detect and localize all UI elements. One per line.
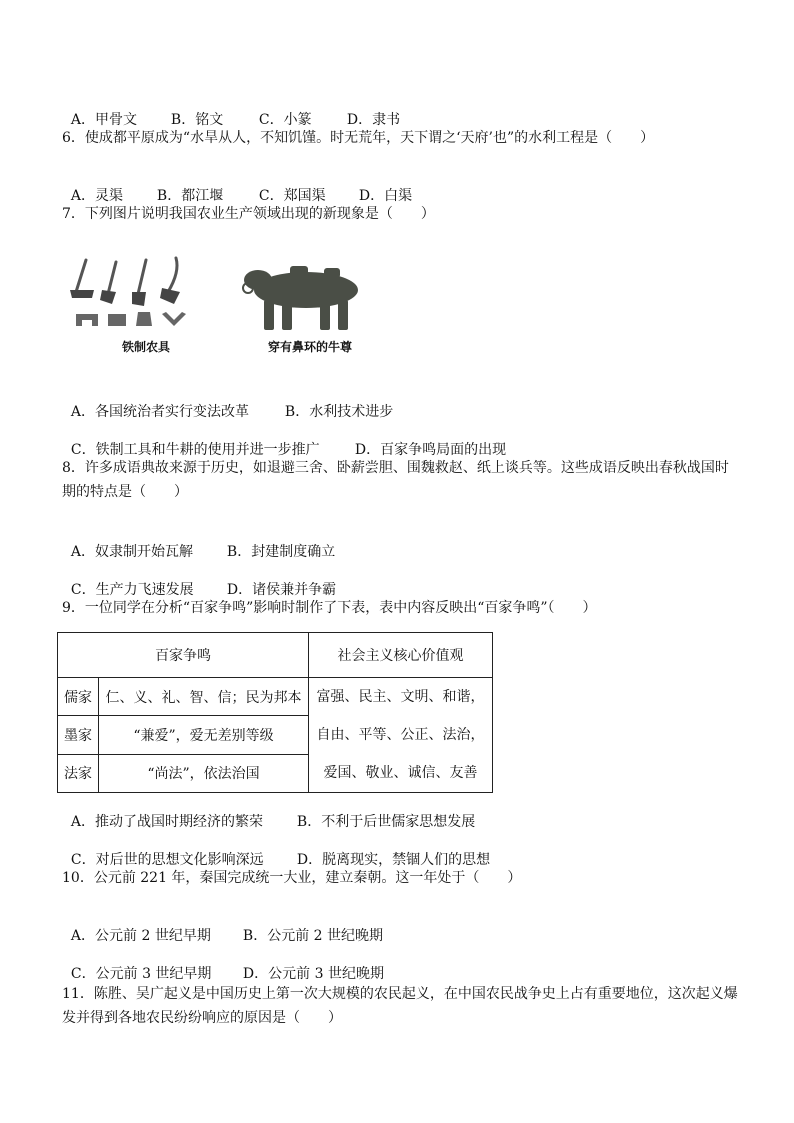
q6-option-b: B．都江堰 [156, 188, 224, 204]
q10-option-c: C．公元前 3 世纪早期 [70, 966, 212, 982]
q8-stem-line1: 8．许多成语典故来源于历史，如退避三舍、卧薪尝胆、围魏救赵、纸上谈兵等。这些成语反映出春秋战国时 [62, 460, 729, 476]
q7-option-d: D．百家争鸣局面的出现 [354, 442, 507, 458]
q10-options-row1 [62, 906, 383, 946]
school-name: 法家 [58, 754, 99, 792]
q5-option-c: C．小篆 [258, 112, 312, 128]
q10-options-row2 [62, 944, 384, 984]
school-content: 仁、义、礼、智、信；民为邦本 [99, 678, 309, 716]
q9-comparison-table [57, 632, 493, 793]
q9-stem: 9．一位同学在分析“百家争鸣”影响时制作了下表，表中内容反映出“百家争鸣”（ ） [62, 600, 597, 616]
q8-options-row1 [62, 522, 335, 562]
q10-option-d: D．公元前 3 世纪晚期 [242, 966, 384, 982]
q6-option-c: C．郑国渠 [258, 188, 326, 204]
school-content: “尚法”，依法治国 [99, 754, 309, 792]
q7-caption-ox: 穿有鼻环的牛尊 [268, 340, 353, 354]
school-name: 儒家 [58, 678, 99, 716]
q9-option-d: D．脱离现实，禁锢人们的思想 [296, 852, 491, 868]
q6-option-a: A．灵渠 [70, 188, 124, 204]
q9-option-a: A．推动了战国时期经济的繁荣 [70, 814, 264, 830]
q7-figure [68, 252, 388, 362]
q7-option-c: C．铁制工具和牛耕的使用并进一步推广 [70, 442, 320, 458]
q10-option-b: B．公元前 2 世纪晚期 [242, 928, 384, 944]
q5-options [62, 90, 400, 130]
table-header-right: 社会主义核心价值观 [309, 633, 493, 678]
q8-option-c: C．生产力飞速发展 [70, 582, 194, 598]
q6-option-d: D．白渠 [358, 188, 413, 204]
q11-stem-line1: 11．陈胜、吴广起义是中国历史上第一次大规模的农民起义，在中国农民战争史上占有重要地位，这次起义爆 [62, 986, 738, 1002]
q7-option-b: B．水利技术进步 [284, 404, 394, 420]
core-values-line: 自由、平等、公正、法治， [316, 727, 485, 743]
q5-option-b: B．铭文 [170, 112, 224, 128]
q8-stem-line2: 期的特点是（ ） [62, 484, 188, 500]
q9-option-b: B．不利于后世儒家思想发展 [296, 814, 476, 830]
q9-option-c: C．对后世的思想文化影响深远 [70, 852, 264, 868]
q8-option-b: B．封建制度确立 [226, 544, 336, 560]
q5-option-d: D．隶书 [346, 112, 401, 128]
q7-options-row1 [62, 382, 393, 422]
core-values-line: 富强、民主、文明、和谐， [316, 689, 485, 705]
core-values-cell [309, 678, 493, 793]
q7-caption-tools: 铁制农具 [122, 340, 171, 354]
q8-option-a: A．奴隶制开始瓦解 [70, 544, 194, 560]
q7-option-a: A．各国统治者实行变法改革 [70, 404, 250, 420]
school-content: “兼爱”，爱无差别等级 [99, 716, 309, 754]
q9-options-row2 [62, 830, 490, 870]
q9-options-row1 [62, 792, 475, 832]
q7-options-row2 [62, 420, 506, 460]
q5-option-a: A．甲骨文 [70, 112, 138, 128]
core-values-line: 爱国、敬业、诚信、友善 [323, 765, 478, 781]
q10-stem: 10．公元前 221 年，秦国完成统一大业，建立秦朝。这一年处于（ ） [62, 870, 522, 886]
q6-options [62, 166, 412, 206]
school-name: 墨家 [58, 716, 99, 754]
q8-option-d: D．诸侯兼并争霸 [226, 582, 337, 598]
table-header-left: 百家争鸣 [58, 633, 309, 678]
q6-stem: 6．使成都平原成为“水旱从人，不知饥馑。时无荒年，天下谓之‘天府’也”的水利工程是（ ） [62, 130, 655, 146]
table-row [58, 678, 493, 716]
q11-stem-line2: 发并得到各地农民纷纷响应的原因是（ ） [62, 1010, 342, 1026]
q10-option-a: A．公元前 2 世纪早期 [70, 928, 211, 944]
q7-stem: 7．下列图片说明我国农业生产领域出现的新现象是（ ） [62, 206, 435, 222]
q8-options-row2 [62, 560, 336, 600]
